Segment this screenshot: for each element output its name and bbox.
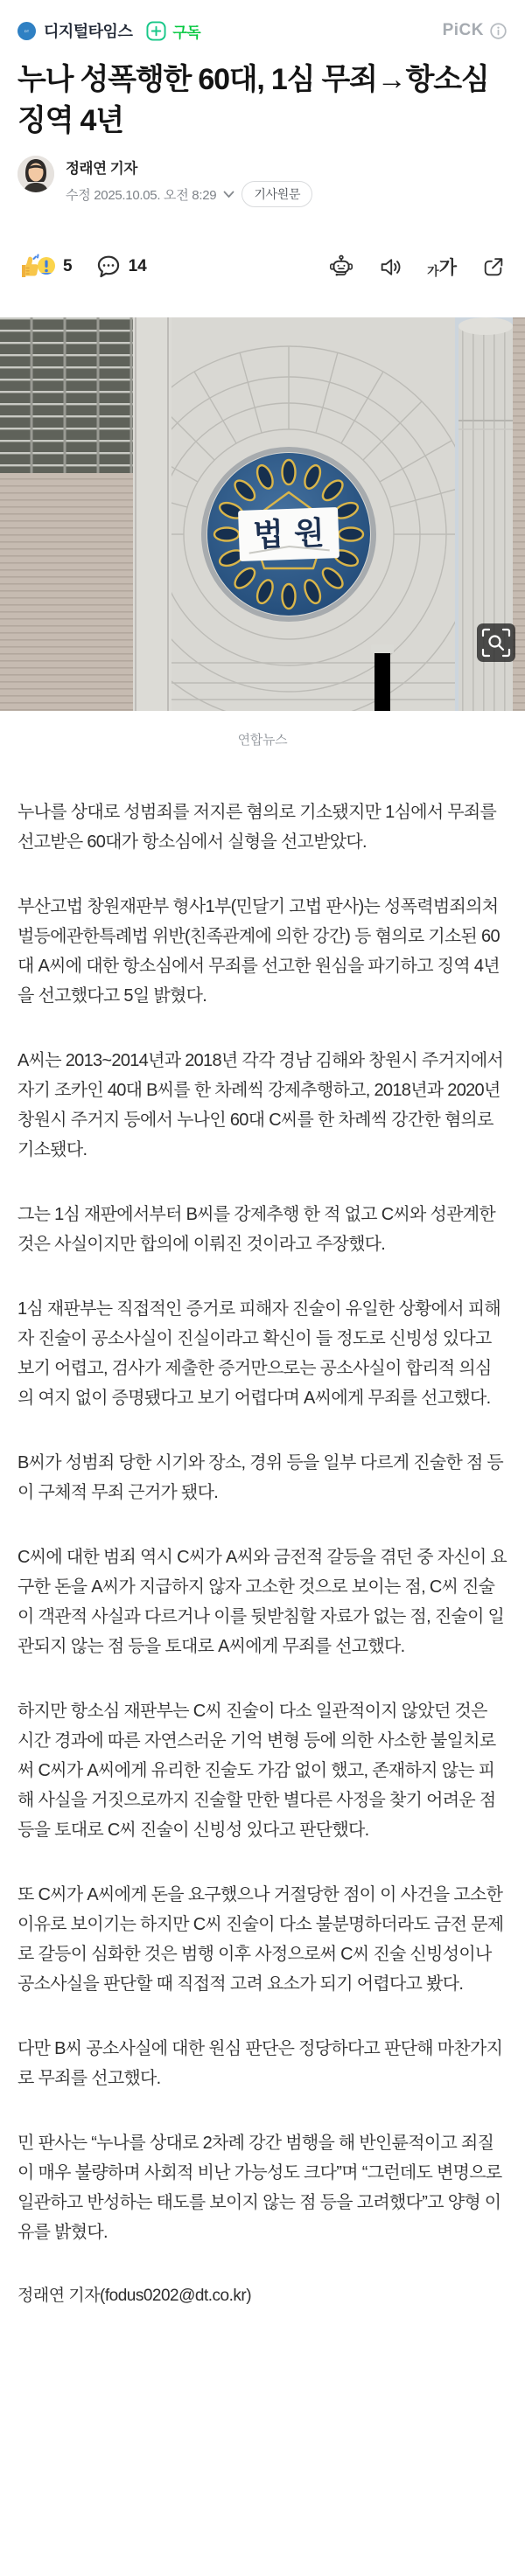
share-button[interactable] xyxy=(480,254,506,280)
ai-summary-button[interactable] xyxy=(328,254,354,280)
court-emblem xyxy=(204,449,374,619)
engagement-bar xyxy=(19,253,506,281)
font-size-small-label: 가 xyxy=(427,264,439,278)
reporter-name[interactable]: 정래연 기자 xyxy=(66,161,137,177)
subscribe-button[interactable] xyxy=(146,20,200,42)
article-title: 누나 성폭행한 60대, 1심 무죄→항소심 징역 4년 xyxy=(18,63,489,137)
chevron-down-icon[interactable] xyxy=(223,191,234,198)
paragraph: 누나를 상대로 성범죄를 저지른 혐의로 기소됐지만 1심에서 무죄를 선고받은 60대가 항소심에서 실형을 선고받았다. xyxy=(18,803,497,852)
original-article-button[interactable]: 기사원문 xyxy=(242,181,312,207)
paragraph: 민 판사는 “누나를 상대로 2차례 강간 범행을 해 반인륜적이고 죄질이 매우 불량하며 사회적 비난 가능성도 크다”며 “그런데도 변명으로 일관하고 반성하는 태도를 보이지 않는 점 등을 고려했다”고 양형 이유를 밝혔다. xyxy=(18,2134,502,2242)
byline xyxy=(18,156,508,207)
emblem-text: 법원 xyxy=(252,514,336,553)
publisher-link[interactable] xyxy=(18,19,132,42)
paragraph: A씨는 2013~2014년과 2018년 각각 경남 김해와 창원시 주거지에서 자기 조카인 40대 B씨를 한 차례씩 강제추행하고, 2018년과 2020년 창원시 주거지 등에서 누나인 60대 C씨를 한 차례씩 강간한 혐의로 기소됐다. xyxy=(18,1051,504,1159)
robot-icon xyxy=(328,254,354,280)
share-icon xyxy=(480,254,506,280)
speaker-icon xyxy=(378,254,403,280)
reaction-count: 5 xyxy=(63,257,73,275)
reaction-button[interactable] xyxy=(19,253,73,281)
photo-expand-icon[interactable] xyxy=(477,623,515,662)
font-size-large-label: 가 xyxy=(438,258,457,278)
photo-caption: 연합뉴스 xyxy=(237,733,288,748)
comment-button[interactable] xyxy=(95,254,147,280)
tts-button[interactable] xyxy=(378,254,403,280)
paragraph: 또 C씨가 A씨에게 돈을 요구했으나 거절당한 점이 이 사건을 고소한 이유로 보이기는 하지만 C씨 진술이 다소 불분명하더라도 금전 문제로 갈등이 심화한 것은 범행 이후 사정으로써 C씨 진술 신빙성이나 공소사실을 판단할 때 직접적 고려 요소가 되기 어렵다고 봤다. xyxy=(18,1885,504,1994)
article-date: 수정 2025.10.05. 오전 8:29 xyxy=(66,187,217,203)
comment-icon xyxy=(95,254,122,280)
paragraph: B씨가 성범죄 당한 시기와 장소, 경위 등을 일부 다르게 진술한 점 등이 구체적 무죄 근거가 됐다. xyxy=(18,1453,504,1502)
press-header xyxy=(0,0,525,42)
subscribe-label: 구독 xyxy=(172,24,201,41)
font-size-button[interactable] xyxy=(427,254,457,280)
comment-count: 14 xyxy=(128,257,147,275)
info-icon[interactable] xyxy=(489,22,508,40)
article-photo[interactable] xyxy=(0,317,525,711)
reporter-avatar[interactable] xyxy=(18,156,54,192)
article-body xyxy=(18,797,508,2306)
paragraph: 그는 1심 재판에서부터 B씨를 강제추행 한 적 없고 C씨와 성관계한 것은 사실이지만 합의에 이뤄진 것이라고 주장했다. xyxy=(18,1205,496,1254)
paragraph: 부산고법 창원재판부 형사1부(민달기 고법 판사)는 성폭력범죄의처벌등에관한특례법 위반(친족관계에 의한 강간) 등 혐의로 기소된 60대 A씨에 대한 항소심에서 무죄를 선고한 원심을 파기하고 징역 4년을 선고했다고 5일 밝혔다. xyxy=(18,897,500,1006)
reporter-email-line: 정래연 기자(fodus0202@dt.co.kr) xyxy=(18,2287,252,2305)
thumbsup-lightbulb-icon xyxy=(19,253,56,281)
plus-icon xyxy=(146,21,166,41)
publisher-logo-icon: DT xyxy=(18,22,36,40)
publisher-name: 디지털타임스 xyxy=(44,23,133,40)
paragraph: 다만 B씨 공소사실에 대한 원심 판단은 정당하다고 판단해 마찬가지로 무죄를 선고했다. xyxy=(18,2039,503,2088)
paragraph: 하지만 항소심 재판부는 C씨 진술이 다소 일관적이지 않았던 것은 시간 경과에 따른 자연스러운 기억 변형 등에 의한 사소한 불일치로써 C씨가 A씨에게 유리한 진술도 가감 없이 했고, 존재하지 않는 피해 사실을 거짓으로까지 진술할 만한 별다른 사정을 찾기 어려운 점 등을 토대로 C씨 진술이 신빙성 있다고 판단했다. xyxy=(18,1702,496,1840)
pick-label: PiCK xyxy=(442,21,484,39)
paragraph: C씨에 대한 범죄 역시 C씨가 A씨와 금전적 갈등을 겪던 중 자신이 요구한 돈을 A씨가 지급하지 않자 고소한 것으로 보이는 점, C씨 진술이 객관적 사실과 다르거나 이를 뒷받침할 자료가 없는 점, 진술이 일관되지 않는 점 등을 토대로 A씨에게 무죄를 선고했다. xyxy=(18,1548,508,1656)
photo-left-building xyxy=(0,317,133,473)
pick-badge xyxy=(443,21,508,40)
paragraph: 1심 재판부는 직접적인 증거로 피해자 진술이 유일한 상황에서 피해자 진술이 공소사실이 진실이라고 확신이 들 정도로 신빙성 있다고 보기 어렵고, 검사가 제출한 증거만으로는 공소사실이 합리적 의심의 여지 없이 증명됐다고 보기 어렵다며 A씨에게 무죄를 선고했다. xyxy=(18,1299,501,1408)
